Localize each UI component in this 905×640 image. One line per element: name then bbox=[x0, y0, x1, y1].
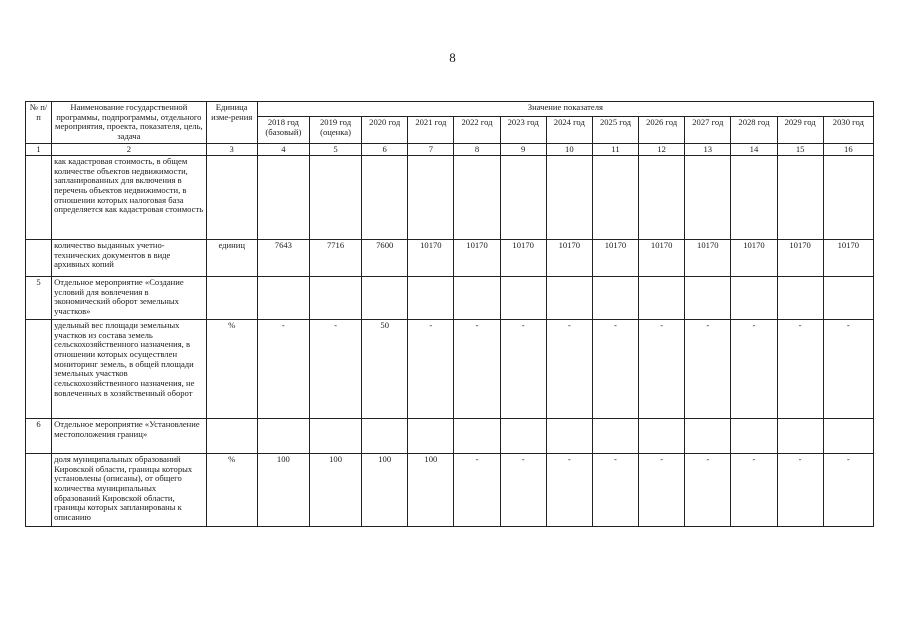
header-year: 2018 год (базовый) bbox=[257, 117, 309, 143]
row-value: 100 bbox=[309, 454, 361, 527]
row-value: - bbox=[685, 454, 731, 527]
row-value: 10170 bbox=[823, 240, 873, 277]
table-row bbox=[26, 419, 874, 454]
row-value: - bbox=[546, 320, 592, 419]
row-name: удельный вес площади земельных участков из состава земель сельскохозяйственного назначения, в отношении которых осуществлен мониторинг земель, в общей площади земельных участков сельскохозяйственного назначения, не вовлеченных в хозяйственный оборот bbox=[52, 320, 207, 419]
row-value: 7716 bbox=[309, 240, 361, 277]
table-row bbox=[26, 454, 874, 527]
row-value: - bbox=[639, 320, 685, 419]
column-number: 9 bbox=[500, 143, 546, 156]
table-row bbox=[26, 240, 874, 277]
header-year: 2024 год bbox=[546, 117, 592, 143]
row-value: 10170 bbox=[454, 240, 500, 277]
row-value: - bbox=[546, 454, 592, 527]
row-value: - bbox=[454, 320, 500, 419]
row-value bbox=[454, 156, 500, 240]
header-name: Наименование государственной программы, подпрограммы, отдельного мероприятия, проекта, показателя, цель, задача bbox=[52, 102, 207, 144]
column-number: 4 bbox=[257, 143, 309, 156]
row-value bbox=[546, 419, 592, 454]
row-value bbox=[592, 419, 638, 454]
row-value: 10170 bbox=[639, 240, 685, 277]
column-number: 6 bbox=[362, 143, 408, 156]
header-year: 2026 год bbox=[639, 117, 685, 143]
row-name: количество выданных учетно-технических документов в виде архивных копий bbox=[52, 240, 207, 277]
row-value bbox=[257, 419, 309, 454]
header-unit: Единица изме-рения bbox=[206, 102, 257, 144]
row-unit: % bbox=[206, 320, 257, 419]
header-year: 2020 год bbox=[362, 117, 408, 143]
row-value: 50 bbox=[362, 320, 408, 419]
row-value bbox=[823, 277, 873, 320]
row-value bbox=[408, 156, 454, 240]
table-row bbox=[26, 320, 874, 419]
row-value bbox=[685, 277, 731, 320]
column-number: 10 bbox=[546, 143, 592, 156]
row-value bbox=[500, 419, 546, 454]
row-value: - bbox=[823, 454, 873, 527]
row-value bbox=[257, 156, 309, 240]
row-value bbox=[685, 419, 731, 454]
row-name: доля муниципальных образований Кировской области, границы которых установлены (описаны), от общего количества муниципальных образований Кировской области, границы которых запланированы к описанию bbox=[52, 454, 207, 527]
row-value: 7600 bbox=[362, 240, 408, 277]
row-value bbox=[777, 277, 823, 320]
header-year: 2019 год (оценка) bbox=[309, 117, 361, 143]
header-year: 2028 год bbox=[731, 117, 777, 143]
row-value: - bbox=[639, 454, 685, 527]
row-value: 100 bbox=[257, 454, 309, 527]
row-value: - bbox=[454, 454, 500, 527]
row-value bbox=[454, 419, 500, 454]
row-unit: % bbox=[206, 454, 257, 527]
row-value: - bbox=[309, 320, 361, 419]
row-value bbox=[685, 156, 731, 240]
row-unit: единиц bbox=[206, 240, 257, 277]
row-value: - bbox=[592, 320, 638, 419]
page-number: 8 bbox=[449, 50, 456, 65]
row-value bbox=[777, 419, 823, 454]
row-name: Отдельное мероприятие «Установление местоположения границ» bbox=[52, 419, 207, 454]
row-value bbox=[823, 419, 873, 454]
row-value: 10170 bbox=[777, 240, 823, 277]
row-value bbox=[777, 156, 823, 240]
column-number: 2 bbox=[52, 143, 207, 156]
row-value: 10170 bbox=[685, 240, 731, 277]
row-name: как кадастровая стоимость, в общем количестве объектов недвижимости, запланированных для включения в перечень объектов недвижимости, в отношении которых налоговая база определяется как кадастровая стоимость bbox=[52, 156, 207, 240]
header-year: 2022 год bbox=[454, 117, 500, 143]
row-value bbox=[309, 156, 361, 240]
row-value bbox=[592, 156, 638, 240]
row-value: 10170 bbox=[408, 240, 454, 277]
column-number: 1 bbox=[26, 143, 52, 156]
row-value bbox=[309, 277, 361, 320]
row-value bbox=[454, 277, 500, 320]
row-value bbox=[731, 419, 777, 454]
row-value bbox=[639, 419, 685, 454]
column-number: 16 bbox=[823, 143, 873, 156]
row-name: Отдельное мероприятие «Создание условий для вовлечения в экономический оборот земельных участков» bbox=[52, 277, 207, 320]
row-value bbox=[592, 277, 638, 320]
row-value: - bbox=[500, 320, 546, 419]
row-value bbox=[639, 156, 685, 240]
row-value: 10170 bbox=[592, 240, 638, 277]
row-value bbox=[362, 156, 408, 240]
row-value: - bbox=[408, 320, 454, 419]
row-unit bbox=[206, 156, 257, 240]
row-value: - bbox=[592, 454, 638, 527]
row-value bbox=[546, 156, 592, 240]
row-value bbox=[546, 277, 592, 320]
table-row bbox=[26, 156, 874, 240]
header-year: 2029 год bbox=[777, 117, 823, 143]
row-num bbox=[26, 454, 52, 527]
row-value: - bbox=[777, 454, 823, 527]
row-num bbox=[26, 320, 52, 419]
row-value bbox=[408, 277, 454, 320]
row-value: - bbox=[731, 454, 777, 527]
row-value: 100 bbox=[408, 454, 454, 527]
column-number-row bbox=[26, 143, 874, 156]
row-value bbox=[823, 156, 873, 240]
column-number: 3 bbox=[206, 143, 257, 156]
column-number: 13 bbox=[685, 143, 731, 156]
indicators-table bbox=[25, 101, 874, 527]
header-num: № п/п bbox=[26, 102, 52, 144]
row-value bbox=[731, 277, 777, 320]
header-year: 2030 год bbox=[823, 117, 873, 143]
header-value-group: Значение показателя bbox=[257, 102, 873, 117]
row-value bbox=[362, 277, 408, 320]
row-value: 100 bbox=[362, 454, 408, 527]
column-number: 7 bbox=[408, 143, 454, 156]
row-value bbox=[362, 419, 408, 454]
row-value: 10170 bbox=[546, 240, 592, 277]
row-value bbox=[500, 156, 546, 240]
column-number: 12 bbox=[639, 143, 685, 156]
row-value bbox=[639, 277, 685, 320]
row-value: - bbox=[731, 320, 777, 419]
row-value bbox=[500, 277, 546, 320]
row-value: 7643 bbox=[257, 240, 309, 277]
column-number: 8 bbox=[454, 143, 500, 156]
header-year: 2027 год bbox=[685, 117, 731, 143]
row-value bbox=[309, 419, 361, 454]
row-unit bbox=[206, 277, 257, 320]
row-unit bbox=[206, 419, 257, 454]
row-value bbox=[731, 156, 777, 240]
column-number: 15 bbox=[777, 143, 823, 156]
row-value bbox=[257, 277, 309, 320]
row-value: - bbox=[777, 320, 823, 419]
row-value: - bbox=[685, 320, 731, 419]
row-value: 10170 bbox=[731, 240, 777, 277]
row-value: - bbox=[257, 320, 309, 419]
row-num bbox=[26, 240, 52, 277]
row-value bbox=[408, 419, 454, 454]
row-num: 6 bbox=[26, 419, 52, 454]
header-year: 2025 год bbox=[592, 117, 638, 143]
row-value: - bbox=[823, 320, 873, 419]
column-number: 11 bbox=[592, 143, 638, 156]
table-row bbox=[26, 277, 874, 320]
header-year: 2023 год bbox=[500, 117, 546, 143]
column-number: 5 bbox=[309, 143, 361, 156]
row-value: - bbox=[500, 454, 546, 527]
header-year: 2021 год bbox=[408, 117, 454, 143]
column-number: 14 bbox=[731, 143, 777, 156]
row-num bbox=[26, 156, 52, 240]
row-value: 10170 bbox=[500, 240, 546, 277]
row-num: 5 bbox=[26, 277, 52, 320]
